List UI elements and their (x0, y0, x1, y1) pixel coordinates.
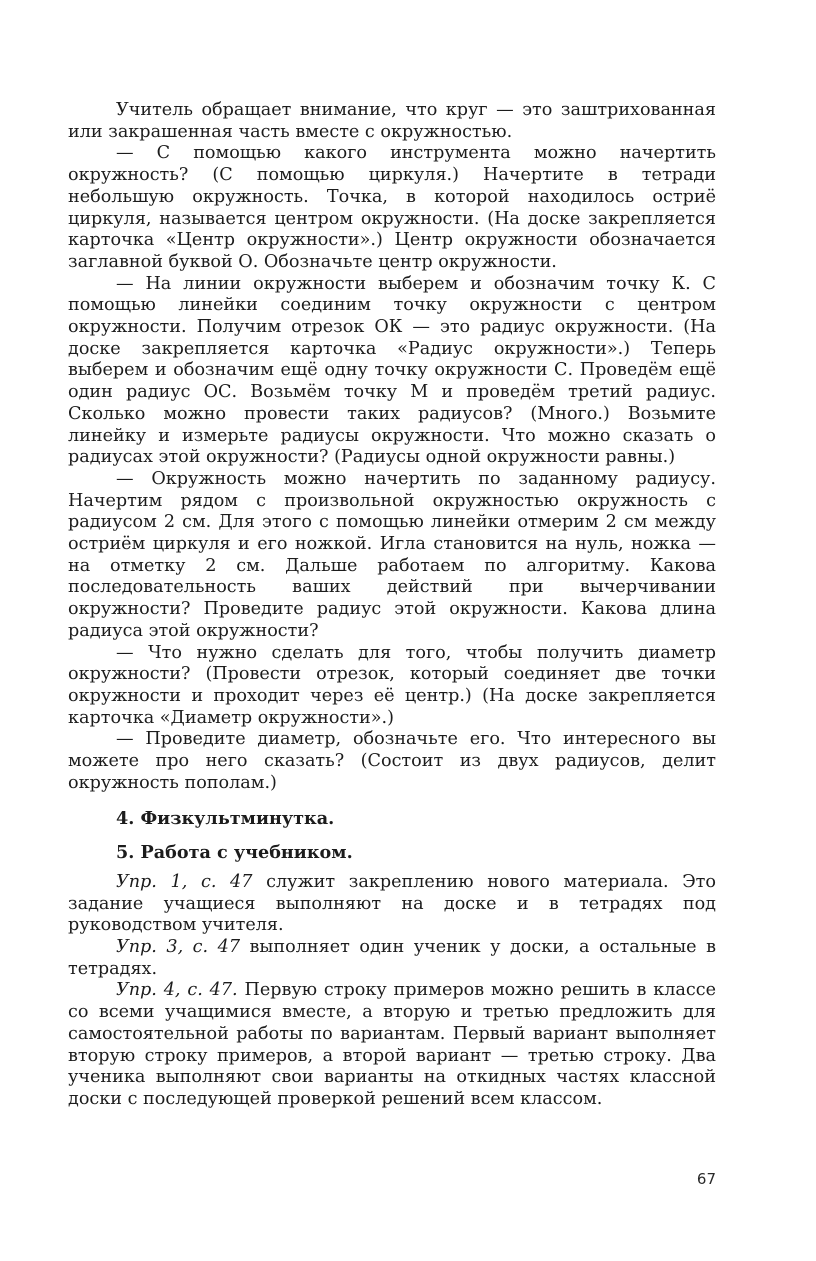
paragraph-intro: Учитель обращает внимание, что круг — это заштрихованная или закрашенная часть вместе с окружностью. (68, 100, 716, 142)
heading-textbook-work: 5. Работа с учебником. (116, 842, 353, 864)
exercise-paragraph (68, 937, 716, 980)
page-body (68, 100, 716, 1111)
exercise-paragraph (68, 980, 716, 1110)
exercise-text: Первую строку примеров можно решить в классе со всеми учащимися вместе, а вторую и третью предложить для самостоятельной работы по вариантам. Первый вариант выполняет вторую строку примеров, а второй вариант — третью строку. Два ученика выполняют свои варианты на откидных частях классной доски с последующей проверкой решений всем классом. (68, 980, 717, 1109)
heading-physical-break: 4. Физкультминутка. (116, 807, 335, 829)
exercise-text: выполняет один ученик у доски, а остальные в тетрадях. (68, 937, 716, 979)
exercise-reference: Упр. 3, с. 47 (116, 937, 241, 958)
paragraph-compass: — С помощью какого инструмента можно начертить окружность? (С помощью циркуля.) Начертите в тетради небольшую окружность. Точка, в которой находилось остриё циркуля, называется центром окружности. (На доске закрепляется карточка «Центр окружности».) Центр окружности обозначается заглавной буквой О. Обозначьте центр окружности. (68, 143, 716, 272)
paragraph-radius: — На линии окружности выберем и обозначим точку К. С помощью линейки соединим точку окружности с центром окружности. Получим отрезок ОК — это радиус окружности. (На доске закрепляется карточка «Радиус окружности».) Теперь выберем и обозначим ещё одну точку окружности С. Проведём ещё один радиус ОС. Возьмём точку М и проведём третий радиус. Сколько можно провести таких радиусов? (Много.) Возьмите линейку и измерьте радиусы окружности. Что можно сказать о радиусах этой окружности? (Радиусы одной окружности равны.) (68, 273, 716, 468)
exercise-reference: Упр. 1, с. 47 (116, 871, 253, 892)
page-number: 67 (696, 1170, 716, 1188)
exercise-reference: Упр. 4, с. 47. (116, 980, 238, 1001)
exercise-text: служит закреплению нового материала. Это задание учащиеся выполняют на доске и в тетрадях под руководством учителя. (68, 871, 716, 936)
exercise-paragraph (68, 872, 716, 937)
paragraph-given-radius: — Окружность можно начертить по заданному радиусу. Начертим рядом с произвольной окружностью окружность с радиусом 2 см. Для этого с помощью линейки отмерим 2 см между остриём циркуля и его ножкой. Игла становится на нуль, ножка — на отметку 2 см. Дальше работаем по алгоритму. Какова последовательность ваших действий при вычерчивании окружности? Проведите радиус этой окружности. Какова длина радиуса этой окружности? (68, 468, 716, 641)
paragraph-diameter-draw: — Проведите диаметр, обозначьте его. Что интересного вы можете про него сказать? (Состоит из двух радиусов, делит окружность пополам.) (68, 729, 716, 793)
paragraph-diameter-question: — Что нужно сделать для того, чтобы получить диаметр окружности? (Провести отрезок, который соединяет две точки окружности и проходит через её центр.) (На доске закрепляется карточка «Диаметр окружности».) (68, 642, 716, 728)
